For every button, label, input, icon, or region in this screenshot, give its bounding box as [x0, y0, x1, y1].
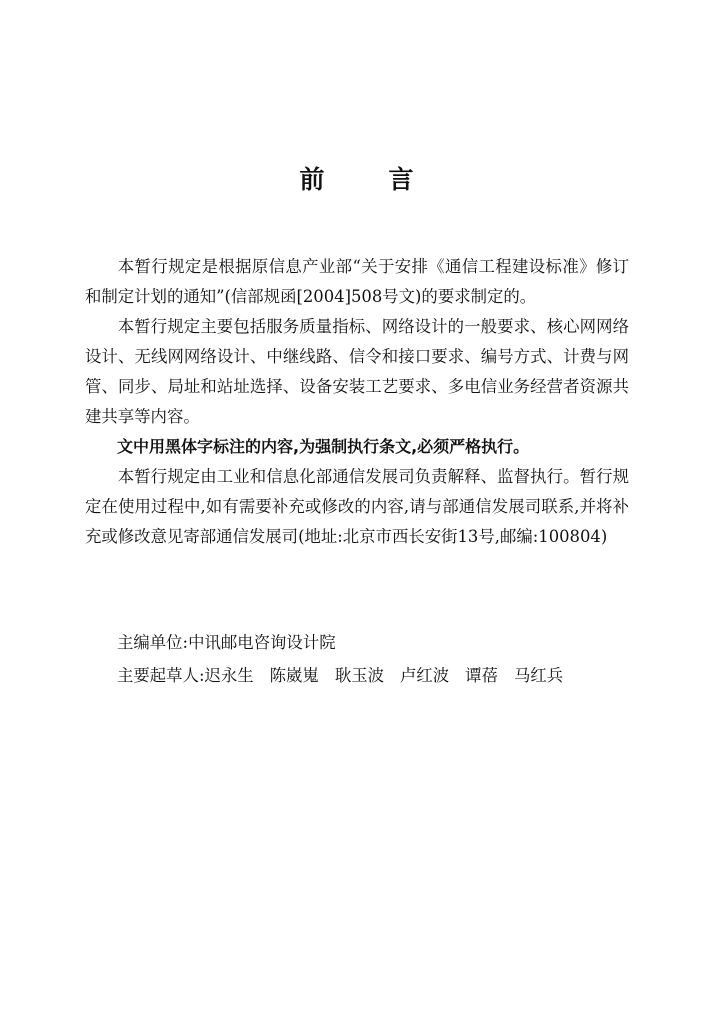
drafter-name: 谭蓓 [465, 666, 498, 685]
drafter-name: 陈崴嵬 [269, 666, 319, 685]
editor-unit-label: 主编单位: [117, 633, 189, 652]
preface-body [85, 252, 629, 552]
drafters-line [117, 659, 637, 692]
drafter-name: 耿玉波 [334, 666, 384, 685]
title-char-1: 前 [299, 165, 325, 194]
paragraph-contact: 本暂行规定由工业和信息化部通信发展司负责解释、监督执行。暂行规定在使用过程中,如有需要补充或修改的内容,请与部通信发展司联系,并将补充或修改意见寄部通信发展司(地址:北京市西长安街13号,邮编:100804) [85, 467, 629, 546]
drafter-name: 迟永生 [204, 666, 254, 685]
paragraph-scope: 本暂行规定主要包括服务质量指标、网络设计的一般要求、核心网网络设计、无线网网络设计、中继线路、信令和接口要求、编号方式、计费与网管、同步、局址和站址选择、设备安装工艺要求、多电信业务经营者资源共建共享等内容。 [85, 317, 629, 426]
drafters-label: 主要起草人: [117, 666, 205, 685]
paragraph-basis: 本暂行规定是根据原信息产业部“关于安排《通信工程建设标准》修订和制定计划的通知”(信部规函[2004]508号文)的要求制定的。 [85, 257, 629, 306]
editor-unit-line [117, 626, 637, 659]
paragraph-mandatory-note: 文中用黑体字标注的内容,为强制执行条文,必须严格执行。 [117, 437, 530, 456]
title-char-2: 言 [388, 165, 414, 194]
drafter-name: 卢红波 [400, 666, 450, 685]
editor-unit-value: 中讯邮电咨询设计院 [188, 633, 336, 652]
credits-block [117, 626, 637, 692]
drafter-name: 马红兵 [513, 666, 564, 685]
page-title [0, 164, 713, 196]
